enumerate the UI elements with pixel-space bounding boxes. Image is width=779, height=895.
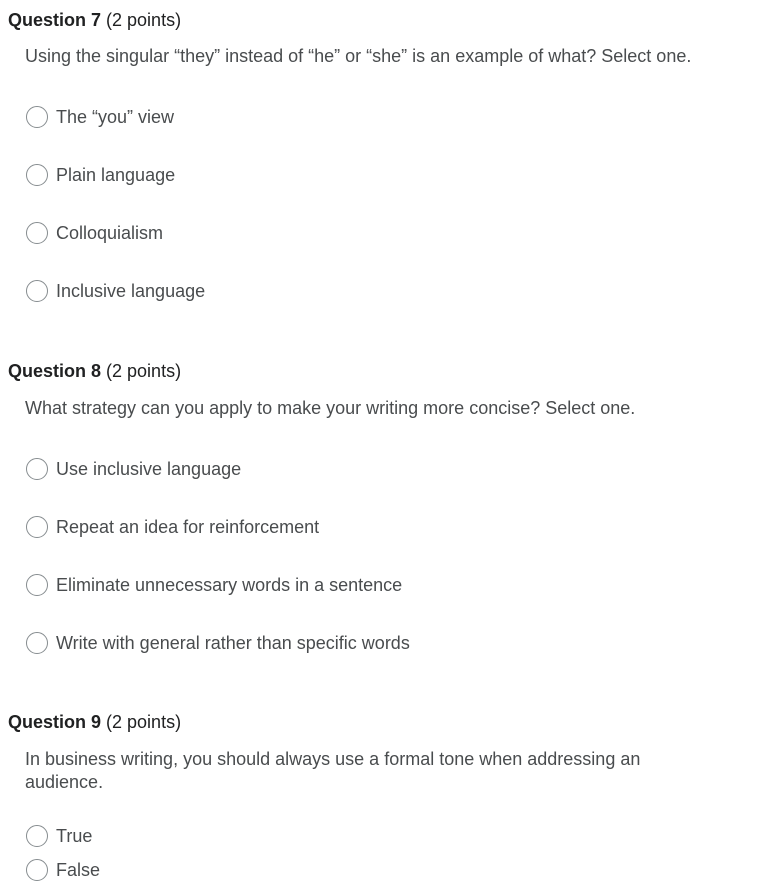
question-points: (2 points)	[106, 712, 182, 732]
option-use-inclusive-language[interactable]	[26, 456, 241, 482]
question-points: (2 points)	[106, 361, 182, 381]
question-number: Question 7	[8, 10, 102, 30]
option-label: Use inclusive language	[56, 459, 242, 479]
option-label: True	[56, 826, 93, 846]
option-plain-language[interactable]	[26, 162, 175, 188]
question-header	[8, 360, 181, 382]
option-inclusive-language[interactable]	[26, 278, 205, 304]
question-header	[8, 9, 181, 31]
radio-button[interactable]	[26, 164, 48, 186]
radio-button[interactable]	[26, 632, 48, 654]
option-label: Write with general rather than specific words	[56, 633, 410, 653]
option-true[interactable]	[26, 823, 92, 849]
radio-button[interactable]	[26, 106, 48, 128]
radio-button[interactable]	[26, 516, 48, 538]
radio-button[interactable]	[26, 280, 48, 302]
option-label: Repeat an idea for reinforcement	[56, 517, 320, 537]
question-text: Using the singular “they” instead of “he” or “she” is an example of what? Select one.	[25, 46, 692, 66]
option-write-with-general-words[interactable]	[26, 630, 410, 656]
option-label: Plain language	[56, 165, 176, 185]
radio-button[interactable]	[26, 222, 48, 244]
option-false[interactable]	[26, 857, 100, 883]
question-text: In business writing, you should always use a formal tone when addressing an audience.	[25, 749, 641, 792]
question-number: Question 8	[8, 361, 102, 381]
radio-button[interactable]	[26, 574, 48, 596]
option-label: Eliminate unnecessary words in a sentence	[56, 575, 403, 595]
radio-button[interactable]	[26, 825, 48, 847]
radio-button[interactable]	[26, 458, 48, 480]
question-points: (2 points)	[106, 10, 182, 30]
option-the-you-view[interactable]	[26, 104, 174, 130]
option-colloquialism[interactable]	[26, 220, 163, 246]
option-label: Colloquialism	[56, 223, 164, 243]
option-label: Inclusive language	[56, 281, 206, 301]
question-header	[8, 711, 181, 733]
option-eliminate-unnecessary-words[interactable]	[26, 572, 402, 598]
option-label: False	[56, 860, 101, 880]
radio-button[interactable]	[26, 859, 48, 881]
option-repeat-an-idea[interactable]	[26, 514, 319, 540]
question-number: Question 9	[8, 712, 102, 732]
option-label: The “you” view	[56, 107, 175, 127]
question-text: What strategy can you apply to make your writing more concise? Select one.	[25, 398, 636, 418]
